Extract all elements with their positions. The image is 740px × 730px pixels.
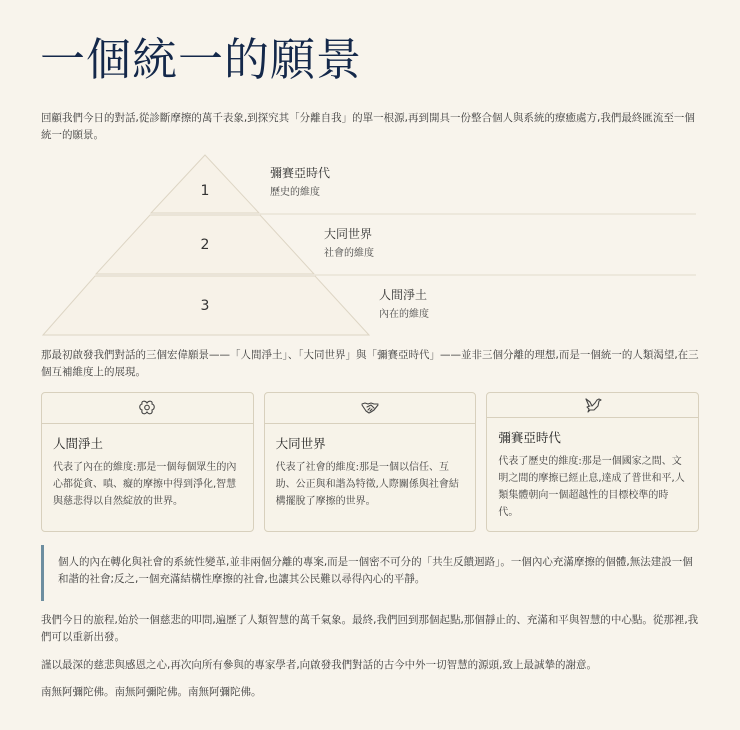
pyramid-label-subtitle: 社會的維度 <box>324 248 374 259</box>
vision-cards <box>41 392 699 532</box>
pyramid-number-3: 3 <box>200 298 210 314</box>
closing-paragraph-chant: 南無阿彌陀佛。南無阿彌陀佛。南無阿彌陀佛。 <box>41 686 262 698</box>
pyramid-label-title: 大同世界 <box>324 227 373 241</box>
pyramid-label-3 <box>379 287 429 322</box>
card-title: 大同世界 <box>275 436 326 451</box>
closing-paragraph-journey: 我們今日的旅程,始於一個慈悲的叩問,遍歷了人類智慧的萬千氣象。最終,我們回到那個起點,那個靜止的、充滿和平與智慧的中心點。從那裡,我們可以重新出發。 <box>41 614 699 643</box>
card-great-harmony <box>264 392 477 532</box>
pyramid-label-1 <box>270 165 330 200</box>
pyramid-number-1: 1 <box>200 183 210 199</box>
pyramid-label-title: 彌賽亞時代 <box>270 166 331 180</box>
card-text: 代表了社會的維度:那是一個以信任、互助、公正與和諧為特徵,人際關係與社會結構擺脫了摩擦的世界。 <box>275 462 459 507</box>
closing-paragraph-gratitude: 謹以最深的慈悲與感恩之心,再次向所有參與的專家學者,向啟發我們對話的古今中外一切智慧的源頭,致上最誠摯的謝意。 <box>41 659 598 671</box>
card-messianic-age <box>486 392 699 532</box>
pyramid-number-2: 2 <box>200 237 210 253</box>
pyramid-label-subtitle: 內在的維度 <box>379 309 429 320</box>
pyramid-label-title: 人間淨土 <box>379 288 428 302</box>
card-inner-pure-land <box>41 392 254 532</box>
card-title: 彌賽亞時代 <box>498 430 561 445</box>
pyramid-label-subtitle: 歷史的維度 <box>270 187 320 198</box>
intro-paragraph: 回顧我們今日的對話,從診斷摩擦的萬千表象,到探究其「分離自我」的單一根源,再到開具一份整合個人與系統的療癒處方,我們最終匯流至一個統一的願景。 <box>41 112 695 141</box>
handshake-icon <box>361 401 379 415</box>
pyramid-label-2 <box>324 226 374 261</box>
pyramid-summary-paragraph: 那最初啟發我們對話的三個宏偉願景——「人間淨土」、「大同世界」與「彌賽亞時代」——並非三個分離的理想,而是一個統一的人類渴望,在三個互補維度上的展現。 <box>41 349 699 378</box>
card-text: 代表了內在的維度:那是一個每個眾生的內心都從貪、嗔、癡的摩擦中得到淨化,智慧與慈悲得以自然綻放的世界。 <box>53 462 237 507</box>
card-text: 代表了歷史的維度:那是一個國家之間、文明之間的摩擦已經止息,達成了普世和平,人類集體朝向一個超越性的目標校準的時代。 <box>498 456 685 518</box>
card-header <box>487 393 698 418</box>
vision-pyramid <box>0 0 740 340</box>
pyramid-shape <box>0 0 740 340</box>
flower-icon <box>138 400 156 416</box>
card-title: 人間淨土 <box>53 436 104 451</box>
page-title: 一個統一的願景 <box>40 33 363 86</box>
feedback-loop-quote: 個人的內在轉化與社會的系統性變革,並非兩個分離的專案,而是一個密不可分的「共生反饋迴路」。一個內心充滿摩擦的個體,無法建設一個和諧的社會;反之,一個充滿結構性摩擦的社會,也讓其公民難以尋得內心的平靜。 <box>41 545 701 601</box>
card-header <box>265 393 476 424</box>
card-header <box>42 393 253 424</box>
dove-icon <box>584 397 602 413</box>
